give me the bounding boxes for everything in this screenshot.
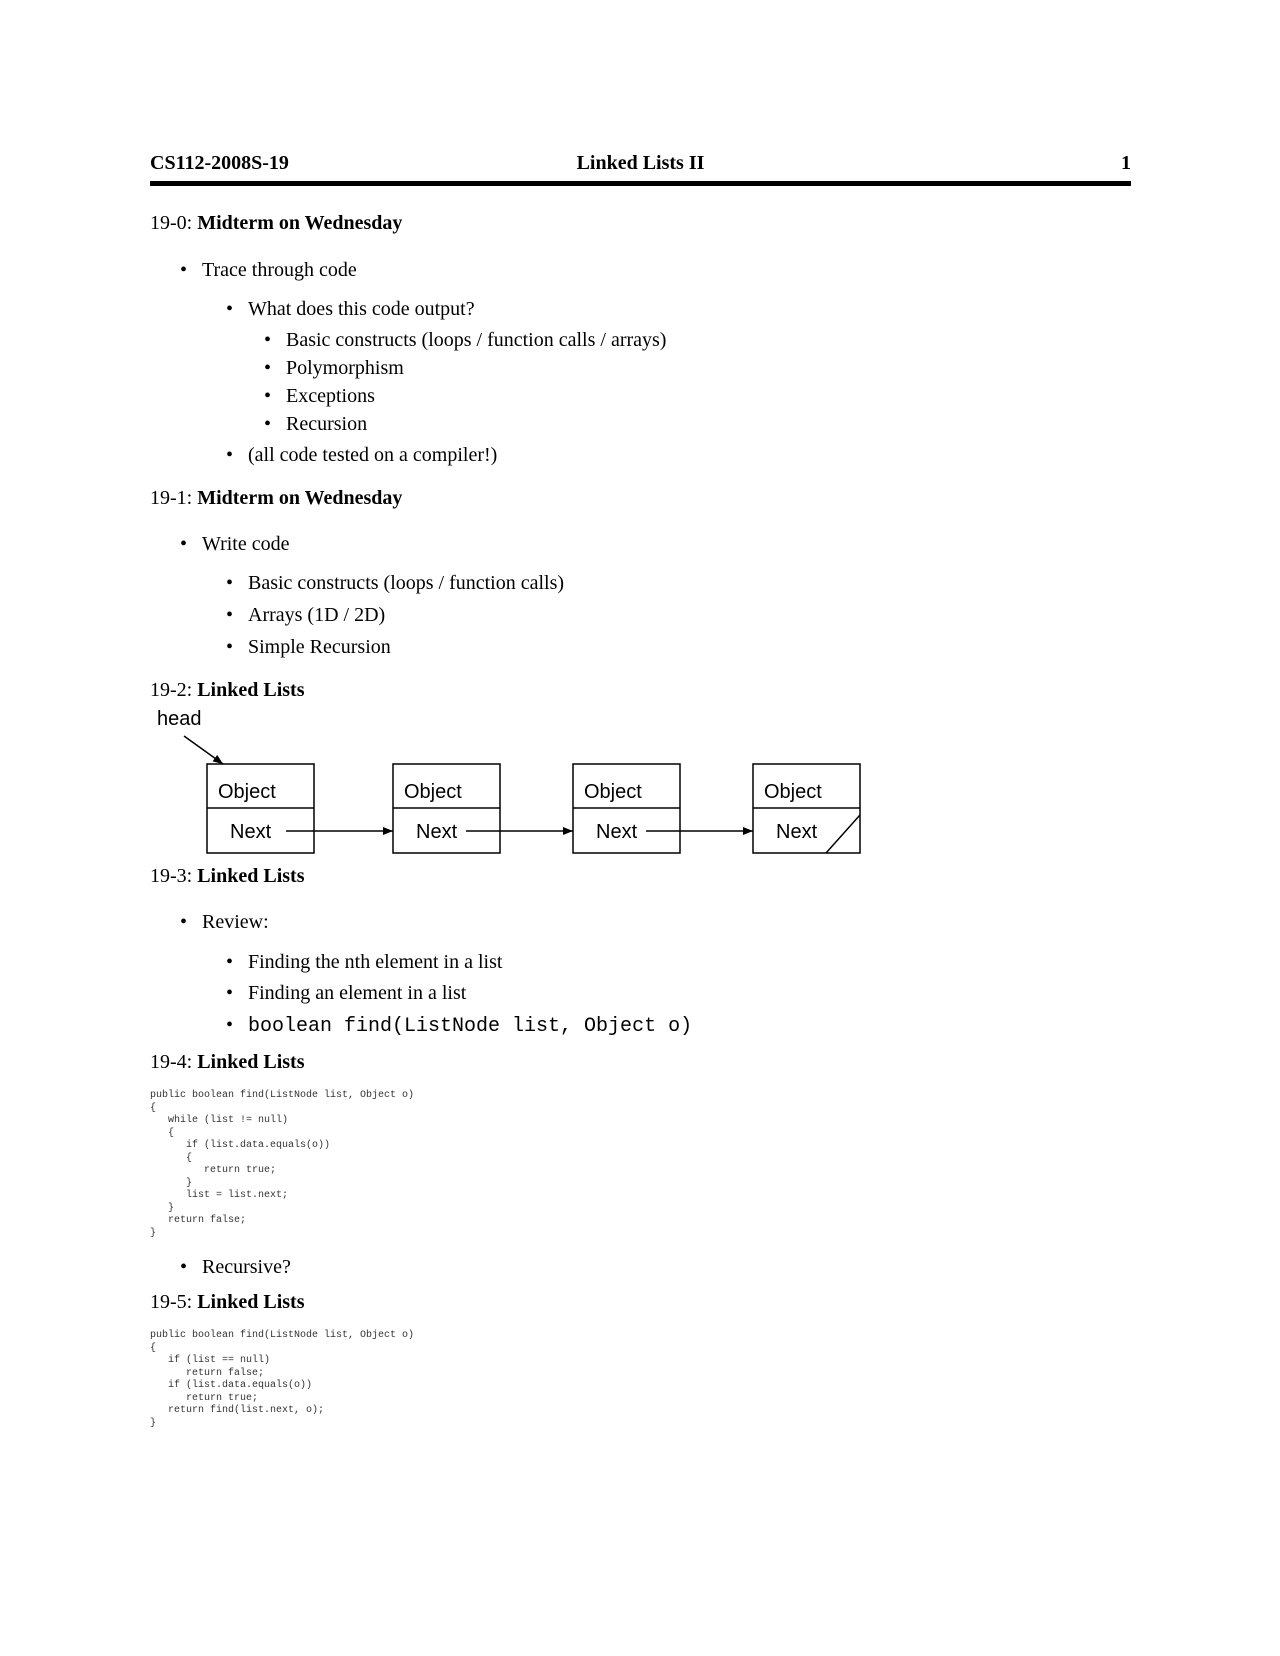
- code-block-iterative-find: public boolean find(ListNode list, Object o) { while (list != null) { if (list.data.equals(o)) { return true; } list = list.next; } return false; }: [150, 1090, 415, 1239]
- list-node-4: [753, 764, 860, 853]
- list-item: • Trace through code: [180, 259, 357, 281]
- list-item: • Simple Recursion: [226, 636, 391, 658]
- page-header: [150, 152, 1131, 176]
- node-next-label: Next: [596, 821, 638, 843]
- node-next-label: Next: [416, 821, 458, 843]
- section-19-3-title: 19-3: Linked Lists: [150, 865, 305, 887]
- node-next-label: Next: [776, 821, 818, 843]
- section-19-4-title: 19-4: Linked Lists: [150, 1051, 305, 1073]
- section-19-1-title: 19-1: Midterm on Wednesday: [150, 487, 403, 509]
- node-object-label: Object: [404, 781, 462, 803]
- list-item: • Basic constructs (loops / function calls / arrays): [264, 329, 667, 351]
- list-item: • Polymorphism: [264, 357, 404, 379]
- null-terminator-slash: [826, 815, 860, 853]
- code-block-recursive-find: public boolean find(ListNode list, Object o) { if (list == null) return false; if (list.data.equals(o)) return true; return find(list.next, o); }: [150, 1330, 415, 1429]
- node-object-label: Object: [218, 781, 276, 803]
- node-next-label: Next: [230, 821, 272, 843]
- list-item: • Basic constructs (loops / function calls): [226, 572, 565, 594]
- section-19-5-title: 19-5: Linked Lists: [150, 1291, 305, 1313]
- list-item: • Recursion: [264, 413, 368, 435]
- list-item: • Exceptions: [264, 385, 375, 407]
- list-node-3: [573, 764, 680, 853]
- list-item: • Write code: [180, 533, 290, 555]
- list-item: • (all code tested on a compiler!): [226, 444, 498, 466]
- page-title: Linked Lists II: [576, 152, 705, 174]
- section-19-2-title: 19-2: Linked Lists: [150, 679, 305, 701]
- head-label: head: [157, 708, 202, 730]
- list-item: • Review:: [180, 911, 269, 933]
- list-item: • Finding an element in a list: [226, 982, 467, 1004]
- header-rule: [150, 181, 1131, 186]
- section-19-0-title: 19-0: Midterm on Wednesday: [150, 212, 403, 234]
- list-item: • boolean find(ListNode list, Object o): [226, 1014, 693, 1038]
- list-item: • Finding the nth element in a list: [226, 951, 503, 973]
- page-number: 1: [1121, 152, 1131, 174]
- node-object-label: Object: [764, 781, 822, 803]
- list-item: • Recursive?: [180, 1256, 291, 1278]
- list-item: • Arrays (1D / 2D): [226, 604, 386, 626]
- node-object-label: Object: [584, 781, 642, 803]
- list-node-2: [393, 764, 500, 853]
- list-node-1: [207, 764, 314, 853]
- course-id: CS112-2008S-19: [150, 152, 289, 174]
- list-item: • What does this code output?: [226, 298, 475, 320]
- head-pointer-arrow: [184, 736, 223, 764]
